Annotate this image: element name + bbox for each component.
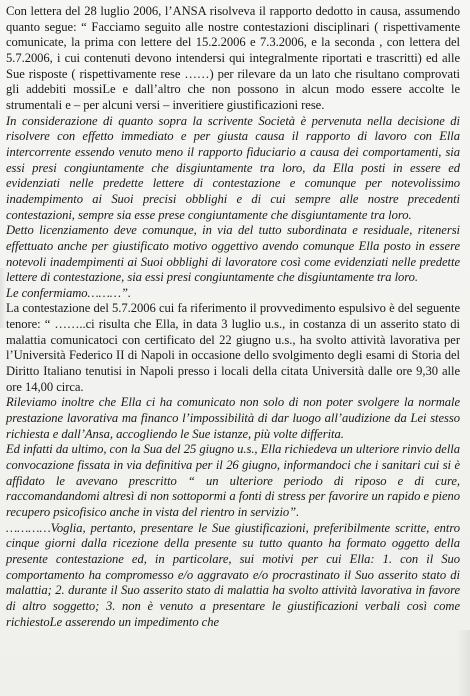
paragraph-1 — [6, 4, 460, 114]
paragraph-4-text: Le confermiamo………”. — [6, 285, 131, 300]
paragraph-8 — [6, 521, 460, 631]
paragraph-7-text: Ed infatti da ultimo, con la Sua del 25 giugno u.s., Ella richiedeva un ulteriore rinvio della convocazione fissata in via definitiva per il 26 giugno, informandoci che i sanitari cui si è affidato le avevano prescritto “ un ulteriore periodo di riposo e di cure, raccomandandomi altresì di non sottopormi a fonti di stress per favorire un rapido e pieno recupero psicofisico anche in vista del rientro in servizio”. — [6, 442, 460, 519]
paragraph-1-text: Con lettera del 28 luglio 2006, l’ANSA risolveva il rapporto dedotto in causa, assumendo quanto segue: “ Facciamo seguito alle nostre contestazioni disciplinari ( rispettivamente comunicate, la prima con lettere del 15.2.2006 e 7.3.2006, e la seconda , con lettera del 5.7.2006, i cui contenuti devono intendersi qui integralmente riportati e trascritti) ed alle Sue risposte ( rispettivamente rese ……) per rilevare da un lato che risultano comprovati gli addebiti mossiLe e dall’altro che non possono in alcun modo essere accolte le strumentali e – per alcuni versi – inveritiere giustificazioni rese. — [6, 4, 460, 112]
paragraph-3 — [6, 223, 460, 286]
paragraph-6-text: Rileviamo inoltre che Ella ci ha comunicato non solo di non poter svolgere la normale prestazione lavorativa ma financo l’impossibilità di dar luogo all’audizione da Lei stesso richiesta e dall’Ansa, accogliendo le Sue istanze, più volte differita. — [6, 395, 460, 441]
paragraph-2 — [6, 114, 460, 224]
paragraph-6 — [6, 395, 460, 442]
paragraph-8-text: …………Voglia, pertanto, presentare le Sue giustificazioni, preferibilmente scritte, entro cinque giorni dalla ricezione della presente su tutto quanto ha formato oggetto della presente contestazione ed, in particolare, sui motivi per cui Ella: 1. con il Suo comportamento ha compromesso e/o aggravato e/o procrastinato il Suo asserito stato di malattia; 2. durante il Suo asserito stato di malattia ha svolto attività lavorativa in favore di altro soggetto; 3. non è venuto a presentare le giustificazioni verbali così come richiestoLe asserendo un impedimento che — [6, 520, 460, 629]
paragraph-2-text: In considerazione di quanto sopra la scrivente Società è pervenuta nella decisione di risolvere con effetto immediato e per giusta causa il rapporto di lavoro con Ella intercorrente essendo venuto meno il rapporto fiduciario a causa dei comportamenti, sia essi presi congiuntamente che disgiuntamente tra loro, da Ella posti in essere ed evidenziati nelle predette lettere di contestazione e comunque per notevolissimo inadempimento ai Suoi precisi obblighi e di cui sempre alle nostre precedenti contestazioni, sempre sia esse prese congiuntamente che disgiuntamente tra loro. — [6, 113, 460, 222]
paragraph-5-text: La contestazione del 5.7.2006 cui fa riferimento il provvedimento espulsivo è del seguente tenore: “ ……..ci risulta che Ella, in data 3 luglio u.s., in costanza di un asserito stato di malattia comunicatoci con certificato del 22 giugno u.s., ha svolto attività lavorativa per l’Università Federico II di Napoli in occasione dello svolgimento degli esami di Storia del Diritto Italiano tenutisi in Napoli presso i locali della citata Università dalle ore 9,30 alle ore 14,00 circa. — [6, 301, 460, 394]
paragraph-7 — [6, 442, 460, 520]
scan-edge-shadow — [0, 268, 6, 328]
paragraph-4 — [6, 286, 460, 302]
paragraph-5 — [6, 301, 460, 395]
paragraph-3-text: Detto licenziamento deve comunque, in via del tutto subordinata e residuale, ritenersi effettuato anche per giustificato motivo oggettivo avendo comunque Ella posto in essere notevoli inadempimenti ai Suoi obblighi di lavoratore così come evidenziati nelle predette lettere di contestazione, sia essi presi congiuntamente che disgiuntamente tra loro. — [6, 223, 460, 285]
scan-smudge — [456, 630, 470, 696]
